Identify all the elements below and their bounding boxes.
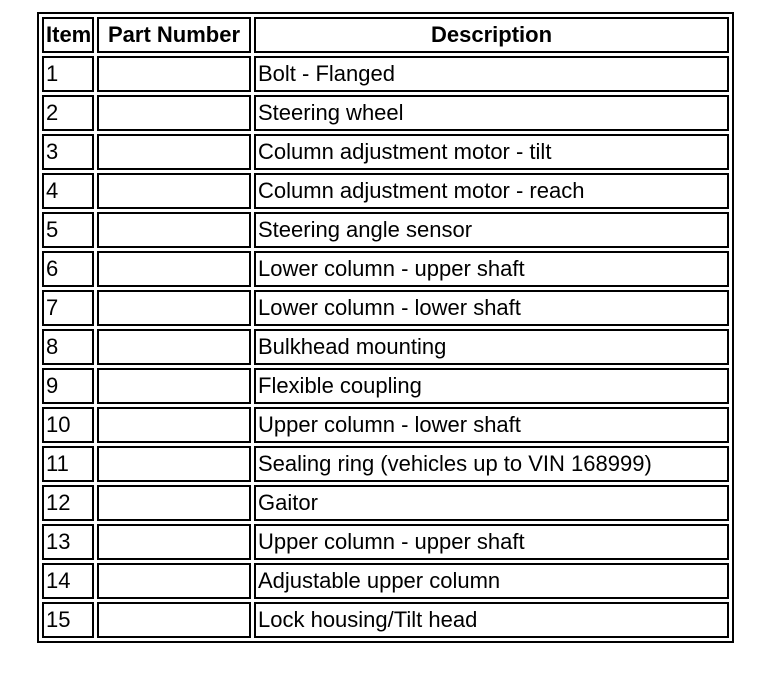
table-row: [42, 563, 729, 599]
table-row: [42, 173, 729, 209]
part-number-cell: [97, 251, 251, 287]
table-row: [42, 368, 729, 404]
description-cell: Sealing ring (vehicles up to VIN 168999): [254, 446, 729, 482]
item-cell: 10: [42, 407, 94, 443]
part-number-cell: [97, 212, 251, 248]
table-row: [42, 524, 729, 560]
header-item: Item: [42, 17, 94, 53]
part-number-cell: [97, 485, 251, 521]
part-number-cell: [97, 290, 251, 326]
description-cell: Gaitor: [254, 485, 729, 521]
item-cell: 9: [42, 368, 94, 404]
description-cell: Lower column - lower shaft: [254, 290, 729, 326]
part-number-cell: [97, 602, 251, 638]
table-header: [42, 17, 729, 53]
part-number-cell: [97, 95, 251, 131]
part-number-cell: [97, 524, 251, 560]
description-cell: Steering wheel: [254, 95, 729, 131]
part-number-cell: [97, 173, 251, 209]
item-cell: 13: [42, 524, 94, 560]
description-cell: Column adjustment motor - reach: [254, 173, 729, 209]
item-cell: 6: [42, 251, 94, 287]
item-cell: 15: [42, 602, 94, 638]
item-cell: 5: [42, 212, 94, 248]
item-cell: 7: [42, 290, 94, 326]
description-cell: Upper column - upper shaft: [254, 524, 729, 560]
description-cell: Flexible coupling: [254, 368, 729, 404]
description-cell: Adjustable upper column: [254, 563, 729, 599]
description-cell: Lock housing/Tilt head: [254, 602, 729, 638]
table-row: [42, 602, 729, 638]
table-row: [42, 56, 729, 92]
header-row: [42, 17, 729, 53]
item-cell: 14: [42, 563, 94, 599]
item-cell: 12: [42, 485, 94, 521]
parts-table: [37, 12, 734, 643]
item-cell: 2: [42, 95, 94, 131]
item-cell: 3: [42, 134, 94, 170]
table-row: [42, 251, 729, 287]
description-cell: Bulkhead mounting: [254, 329, 729, 365]
part-number-cell: [97, 329, 251, 365]
item-cell: 4: [42, 173, 94, 209]
part-number-cell: [97, 56, 251, 92]
description-cell: Bolt - Flanged: [254, 56, 729, 92]
header-part-number: Part Number: [97, 17, 251, 53]
description-cell: Steering angle sensor: [254, 212, 729, 248]
part-number-cell: [97, 134, 251, 170]
table-row: [42, 329, 729, 365]
table-row: [42, 290, 729, 326]
item-cell: 11: [42, 446, 94, 482]
table-row: [42, 407, 729, 443]
table-row: [42, 212, 729, 248]
part-number-cell: [97, 563, 251, 599]
table-row: [42, 446, 729, 482]
table-row: [42, 95, 729, 131]
item-cell: 8: [42, 329, 94, 365]
header-description: Description: [254, 17, 729, 53]
table-row: [42, 134, 729, 170]
part-number-cell: [97, 368, 251, 404]
item-cell: 1: [42, 56, 94, 92]
part-number-cell: [97, 407, 251, 443]
part-number-cell: [97, 446, 251, 482]
description-cell: Lower column - upper shaft: [254, 251, 729, 287]
description-cell: Column adjustment motor - tilt: [254, 134, 729, 170]
table-body: [42, 56, 729, 638]
table-row: [42, 485, 729, 521]
description-cell: Upper column - lower shaft: [254, 407, 729, 443]
